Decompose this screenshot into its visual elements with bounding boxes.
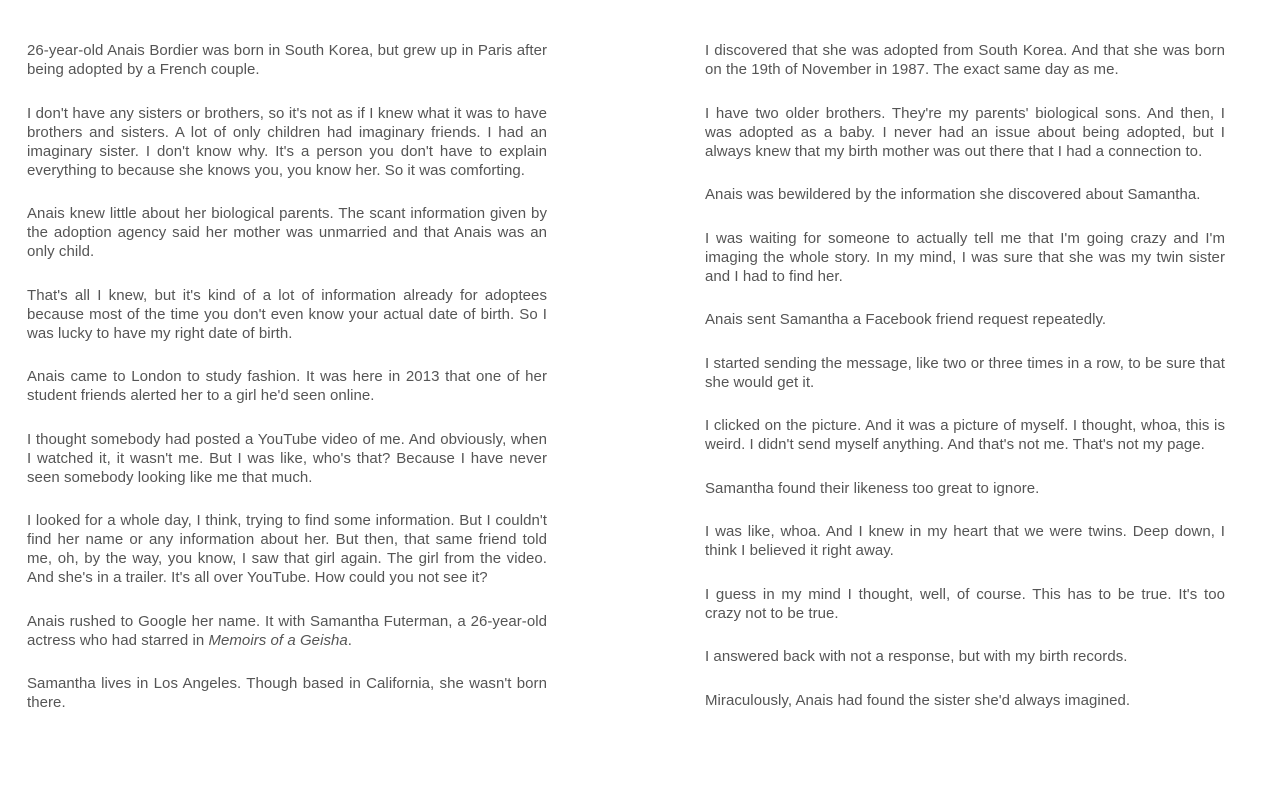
paragraph-text: Anais rushed to Google her name. It with Samantha Futerman, a 26-year-old actress who had starred in bbox=[27, 612, 547, 649]
paragraph: I guess in my mind I thought, well, of course. This has to be true. It's too crazy not to be true. bbox=[705, 585, 1225, 622]
paragraph: I was like, whoa. And I knew in my heart that we were twins. Deep down, I think I believed it right away. bbox=[705, 523, 1225, 559]
paragraph: I looked for a whole day, I think, trying to find some information. But I couldn't find her name or any information about her. But then, that same friend told me, oh, by the way, you know, I saw that girl again. The girl from the video. And she's in a trailer. It's all over YouTube. How could you not see it? bbox=[27, 512, 547, 586]
paragraph: I thought somebody had posted a YouTube video of me. And obviously, when I watched it, it wasn't me. But I was like, who's that? Because I have never seen somebody looking like me that much. bbox=[27, 430, 547, 486]
paragraph: That's all I knew, but it's kind of a lot of information already for adoptees because most of the time you don't even know your actual date of birth. So I was lucky to have my right date of birth. bbox=[27, 286, 547, 342]
paragraph: Anais was bewildered by the information she discovered about Samantha. bbox=[705, 186, 1201, 203]
paragraph: Miraculously, Anais had found the sister she'd always imagined. bbox=[705, 691, 1131, 709]
paragraph: Samantha lives in Los Angeles. Though based in California, she wasn't born there. bbox=[27, 675, 547, 711]
paragraph: Anais sent Samantha a Facebook friend request repeatedly. bbox=[705, 311, 1107, 328]
left-column bbox=[27, 41, 547, 737]
paragraph: I have two older brothers. They're my parents' biological sons. And then, I was adopted as a baby. I never had an issue about being adopted, but I always knew that my birth mother was out there that I had a connection to. bbox=[705, 104, 1225, 160]
paragraph-text: . bbox=[347, 631, 353, 649]
film-title: Memoirs of a Geisha bbox=[208, 631, 348, 649]
paragraph: I was waiting for someone to actually tell me that I'm going crazy and I'm imaging the whole story. In my mind, I was sure that she was my twin sister and I had to find her. bbox=[705, 229, 1225, 285]
paragraph: Anais came to London to study fashion. It was here in 2013 that one of her student friends alerted her to a girl he'd seen online. bbox=[27, 368, 547, 404]
paragraph: I discovered that she was adopted from South Korea. And that she was born on the 19th of November in 1987. The exact same day as me. bbox=[705, 42, 1225, 78]
paragraph: I answered back with not a response, but with my birth records. bbox=[705, 648, 1128, 665]
paragraph: Samantha found their likeness too great to ignore. bbox=[705, 479, 1040, 497]
paragraph bbox=[27, 612, 547, 650]
paragraph: 26-year-old Anais Bordier was born in South Korea, but grew up in Paris after being adopted by a French couple. bbox=[27, 42, 547, 78]
paragraph: Anais knew little about her biological parents. The scant information given by the adoption agency said her mother was unmarried and that Anais was an only child. bbox=[27, 205, 547, 260]
right-column bbox=[705, 41, 1225, 734]
paragraph: I don't have any sisters or brothers, so it's not as if I knew what it was to have brothers and sisters. A lot of only children had imaginary friends. I had an imaginary sister. I don't know why. It's a person you don't have to explain everything to because she knows you, you know her. So it was comforting. bbox=[27, 104, 547, 179]
paragraph: I clicked on the picture. And it was a picture of myself. I thought, whoa, this is weird. I didn't send myself anything. And that's not me. That's not my page. bbox=[705, 417, 1225, 453]
paragraph: I started sending the message, like two or three times in a row, to be sure that she would get it. bbox=[705, 354, 1225, 391]
